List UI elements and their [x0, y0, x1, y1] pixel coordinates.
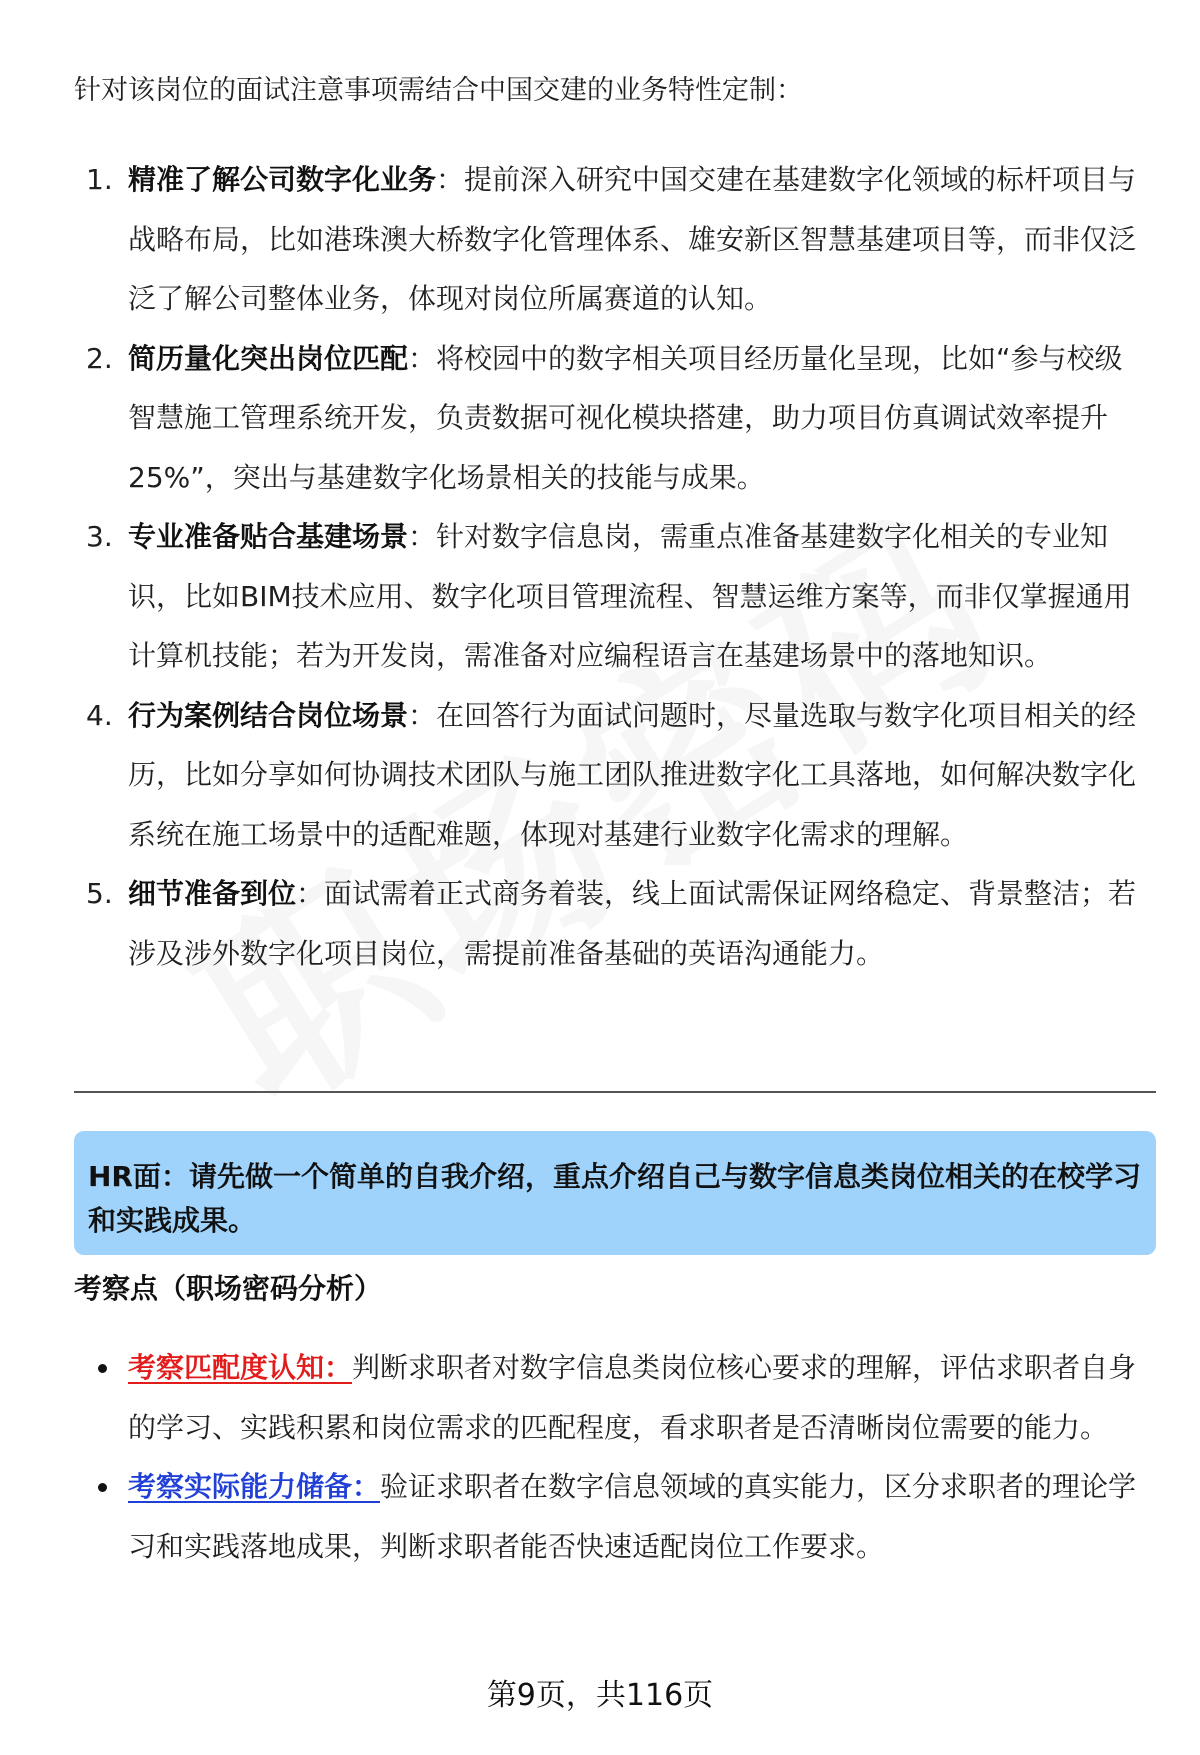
item-text: ：提前深入研究中国交建在基建数字化领域的标杆项目与战略布局，比如港珠澳大桥数字化管理体系、雄安新区智慧基建项目等，而非仅泛泛了解公司整体业务，体现对岗位所属赛道的认知。: [128, 163, 1137, 315]
item-text: ：面试需着正式商务着装，线上面试需保证网络稳定、背景整洁；若涉及涉外数字化项目岗位，需提前准备基础的英语沟通能力。: [128, 877, 1137, 970]
list-item: [74, 329, 1144, 508]
section-divider: [74, 1091, 1156, 1093]
item-title: 行为案例结合岗位场景: [128, 698, 409, 732]
list-number: 4.: [86, 698, 113, 732]
question-callout: HR面：请先做一个简单的自我介绍，重点介绍自己与数字信息类岗位相关的在校学习和实践成果。: [74, 1131, 1156, 1255]
list-number: 2.: [86, 341, 113, 375]
list-item: [74, 150, 1144, 329]
bullet-text: 验证求职者在数字信息领域的真实能力，区分求职者的理论学习和实践落地成果，判断求职者能否快速适配岗位工作要求。: [128, 1470, 1137, 1563]
bullet-icon: [98, 1364, 107, 1373]
list-number: 1.: [86, 163, 113, 196]
list-item: [74, 507, 1144, 686]
item-title: 细节准备到位: [128, 877, 297, 910]
list-item: [74, 1457, 1144, 1576]
page-footer: 第9页，共116页: [486, 1678, 714, 1713]
item-text: ：在回答行为面试问题时，尽量选取与数字化项目相关的经历，比如分享如何协调技术团队与施工团队推进数字化工具落地，如何解决数字化系统在施工场景中的适配难题，体现对基建行业数字化需求的理解。: [128, 698, 1137, 851]
bullet-text: 判断求职者对数字信息类岗位核心要求的理解，评估求职者自身的学习、实践积累和岗位需求的匹配程度，看求职者是否清晰岗位需要的能力。: [128, 1351, 1137, 1444]
section-title: 考察点（职场密码分析）: [74, 1272, 383, 1305]
numbered-list: [74, 150, 1144, 983]
bullet-label: 考察实际能力储备：: [128, 1470, 381, 1503]
item-title: 专业准备贴合基建场景: [128, 520, 409, 553]
bullet-label: 考察匹配度认知：: [128, 1351, 353, 1384]
intro-paragraph: 针对该岗位的面试注意事项需结合中国交建的业务特性定制：: [74, 75, 803, 106]
list-item: [74, 1338, 1144, 1457]
list-number: 3.: [86, 520, 113, 553]
bullet-list: [74, 1338, 1144, 1576]
item-text: ：针对数字信息岗，需重点准备基建数字化相关的专业知识，比如BIM技术应用、数字化项目管理流程、智慧运维方案等，而非仅掌握通用计算机技能；若为开发岗，需准备对应编程语言在基建场景中的落地知识。: [128, 520, 1132, 672]
list-item: [74, 686, 1144, 865]
list-item: [74, 864, 1144, 983]
item-title: 精准了解公司数字化业务: [128, 163, 437, 196]
list-number: 5.: [86, 877, 113, 910]
bullet-icon: [98, 1483, 107, 1492]
item-text: ：将校园中的数字相关项目经历量化呈现，比如“参与校级智慧施工管理系统开发，负责数据可视化模块搭建，助力项目仿真调试效率提升25%”，突出与基建数字化场景相关的技能与成果。: [128, 341, 1123, 494]
item-title: 简历量化突出岗位匹配: [128, 341, 409, 375]
